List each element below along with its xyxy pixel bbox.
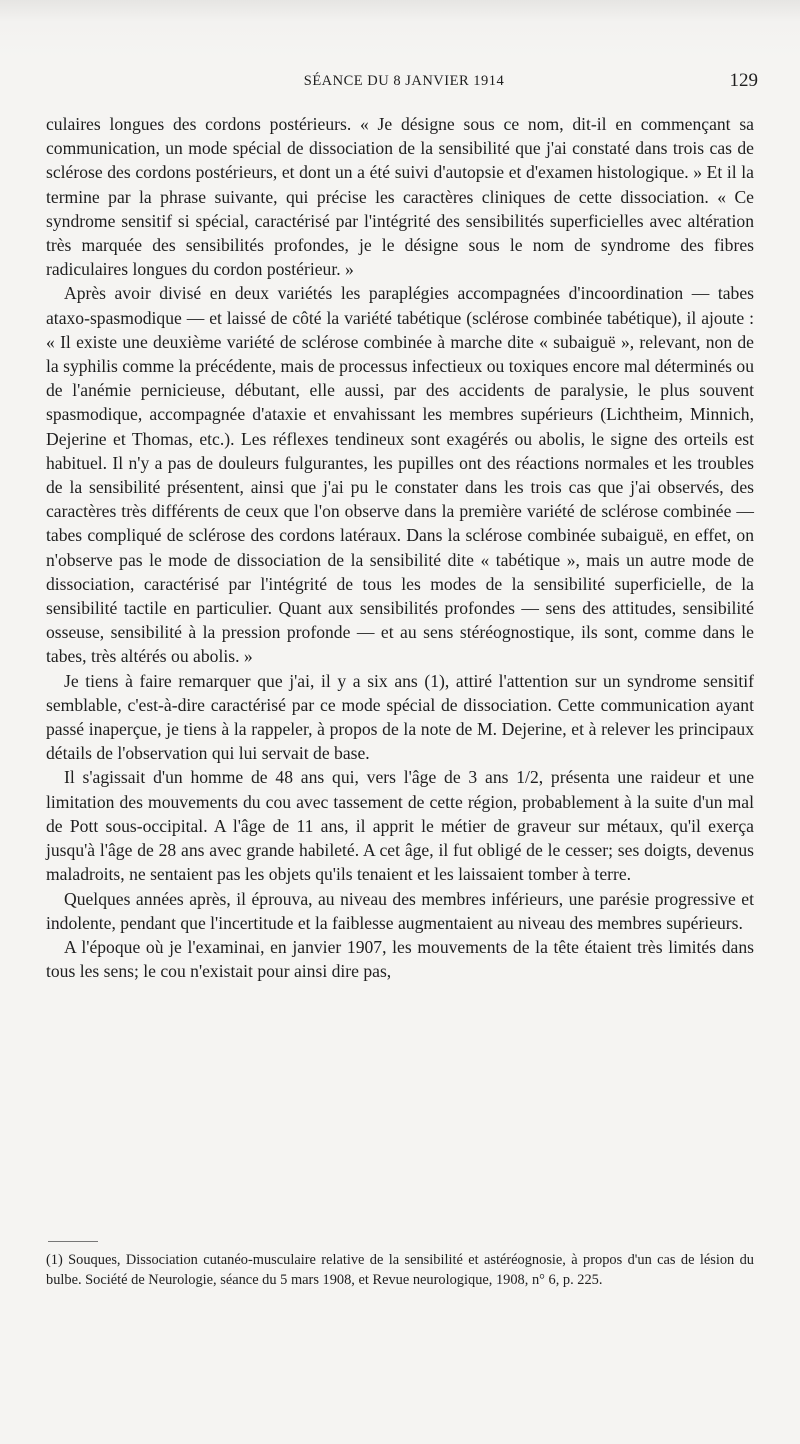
paragraph-1: culaires longues des cordons postérieurs. « Je désigne sous ce nom, dit-il en commençant sa communication, un mode spécial de dissociation de la sensibilité que j'ai constaté dans trois cas de sclérose des cordons postérieurs, et dont un a été suivi d'autopsie et d'examen histologique. » Et il la termine par la phrase suivante, qui précise les caractères cliniques de cette dissociation. « Ce syndrome sensitif si spécial, caractérisé par l'intégrité des sensibilités superficielles avec altération très marquée des sensibilités profondes, je le désigne sous le nom de syndrome des fibres radiculaires longues du cordon postérieur. » bbox=[46, 114, 754, 280]
footnote-divider bbox=[48, 1241, 98, 1242]
paragraph-2: Après avoir divisé en deux variétés les paraplégies accompagnées d'incoordination — tabes ataxo-spasmodique — et laissé de côté la variété tabétique (sclérose combinée tabétique), il ajoute : « Il existe une deuxième variété de sclérose combinée à marche dite « subaiguë », relevant, non de la syphilis comme la précédente, mais de processus infectieux ou toxiques encore mal déterminés ou de l'anémie pernicieuse, débutant, elle aussi, par des accidents de paralysie, le plus souvent spasmodique, accompagnée d'ataxie et envahissant les membres supérieurs (Lichtheim, Minnich, Dejerine et Thomas, etc.). Les réflexes tendineux sont exagérés ou abolis, le signe des orteils est habituel. Il n'y a pas de douleurs fulgurantes, les pupilles ont des réactions normales et les troubles de la sensibilité présentent, ainsi que j'ai pu le constater dans les trois cas que j'ai observés, des caractères très différents de ceux que l'on observe dans la première variété de sclérose combinée — tabes compliqué de sclérose des cordons latéraux. Dans la sclérose combinée subaiguë, en effet, on n'observe pas le mode de dissociation de la sensibilité dite « tabétique », mais un autre mode de dissociation, caractérisé par l'intégrité de tous les modes de la sensibilité superficielle, de la sensibilité tactile en particulier. Quant aux sensibilités profondes — sens des attitudes, sensibilité osseuse, sensibilité à la pression profonde — et au sens stéréognostique, ils sont, comme dans le tabes, très altérés ou abolis. » bbox=[46, 283, 754, 667]
paragraph-3: Je tiens à faire remarquer que j'ai, il y a six ans (1), attiré l'attention sur un syndrome sensitif semblable, c'est-à-dire caractérisé par ce mode spécial de dissociation. Cette communication ayant passé inaperçue, je tiens à la rappeler, à propos de la note de M. Dejerine, et à relever les principaux détails de l'observation qui lui servait de base. bbox=[46, 670, 754, 764]
footnote-text: (1) Souques, Dissociation cutanéo-musculaire relative de la sensibilité et astéréognosie, à propos d'un cas de lésion du bulbe. Société de Neurologie, séance du 5 mars 1908, et Revue neurologique, 1908, n° 6, p. 225. bbox=[46, 1252, 754, 1288]
paragraph-5: Quelques années après, il éprouva, au niveau des membres inférieurs, une parésie progressive et indolente, pendant que l'incertitude et la faiblesse augmentaient au niveau des membres supérieurs. bbox=[46, 888, 754, 933]
page-number: 129 bbox=[729, 70, 758, 91]
running-head bbox=[48, 70, 760, 94]
running-title: SÉANCE DU 8 JANVIER 1914 bbox=[303, 73, 505, 89]
paragraph-6: A l'époque où je l'examinai, en janvier 1907, les mouvements de la tête étaient très limités dans tous les sens; le cou n'existait pour ainsi dire pas, bbox=[46, 936, 754, 982]
footnote bbox=[46, 1250, 754, 1290]
paragraph-4: Il s'agissait d'un homme de 48 ans qui, vers l'âge de 3 ans 1/2, présenta une raideur et une limitation des mouvements du cou avec tassement de cette région, probablement à la suite d'un mal de Pott sous-occipital. A l'âge de 11 ans, il apprit le métier de graveur sur métaux, qu'il exerça jusqu'à l'âge de 28 ans avec grande habileté. A cet âge, il fut obligé de le cesser; ses doigts, devenus maladroits, ne sentaient pas les objets qu'ils tenaient et les laissaient tomber à terre. bbox=[46, 767, 754, 885]
body-text bbox=[46, 112, 754, 983]
